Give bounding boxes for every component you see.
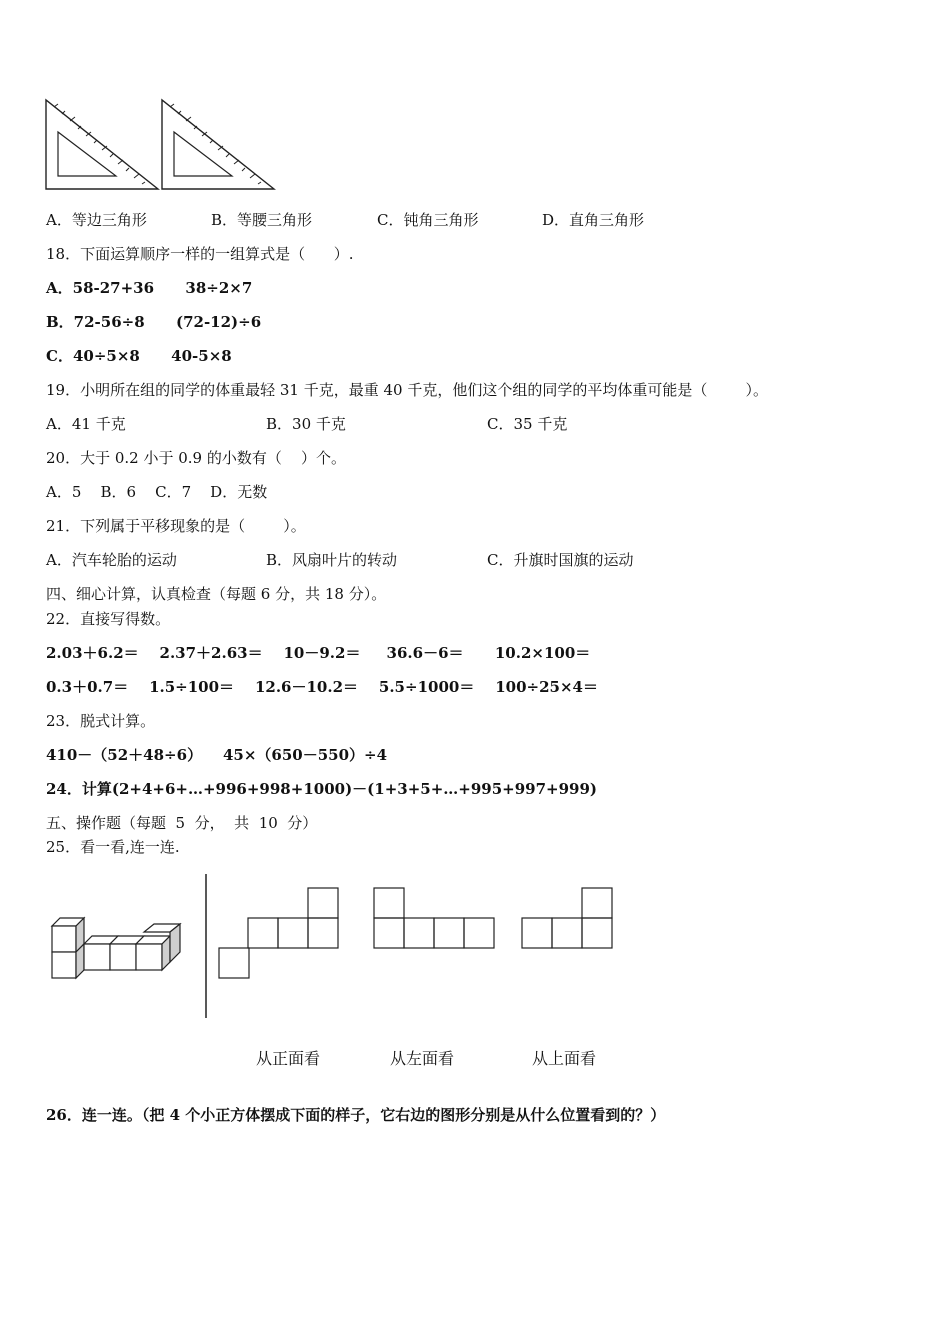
q21-option-c: C．升旗时国旗的运动 xyxy=(487,551,634,569)
q17-option-c: C．钝角三角形 xyxy=(377,211,479,229)
q20-stem: 20．大于 0.2 小于 0.9 的小数有（ ）个。 xyxy=(46,449,346,467)
q21-stem: 21．下列属于平移现象的是（ ）。 xyxy=(46,517,306,535)
q22-row-2: 0.3＋0.7＝ 1.5÷100＝ 12.6－10.2＝ 5.5÷1000＝ 100÷25×4＝ xyxy=(46,678,598,696)
q25-stem: 25．看一看,连一连. xyxy=(46,838,180,856)
q17-option-d: D．直角三角形 xyxy=(542,211,645,229)
view-shape-1 xyxy=(218,887,340,981)
triangle-ruler-1 xyxy=(44,98,164,193)
q21-option-a: A．汽车轮胎的运动 xyxy=(46,551,177,569)
caption-top-view: 从上面看 xyxy=(532,1049,597,1068)
section-5-heading: 五、操作题（每题 5 分， 共 10 分） xyxy=(46,814,318,832)
q24-stem: 24．计算(2+4+6+…+996+998+1000)－(1+3+5+…+995+997+999) xyxy=(46,780,598,798)
q22-row-1: 2.03＋6.2＝ 2.37＋2.63＝ 10－9.2＝ 36.6－6＝ 10.2×100＝ xyxy=(46,644,591,662)
q19-stem: 19．小明所在组的同学的体重最轻 31 千克，最重 40 千克，他们这个组的同学的平均体重可能是（ ）。 xyxy=(46,381,768,399)
caption-front-view: 从正面看 xyxy=(256,1049,321,1068)
q19-option-c: C．35 千克 xyxy=(487,415,568,433)
triangle-ruler-2 xyxy=(160,98,280,193)
q19-option-a: A．41 千克 xyxy=(46,415,126,433)
q18-option-c: C．40÷5×8 40-5×8 xyxy=(46,347,232,365)
cube-stack-figure xyxy=(48,912,188,984)
view-shape-2 xyxy=(372,887,496,951)
q21-option-b: B．风扇叶片的转动 xyxy=(266,551,398,569)
q18-option-b: B．72-56÷8 (72-12)÷6 xyxy=(46,313,262,331)
q20-options: A．5 B．6 C．7 D．无数 xyxy=(46,483,268,501)
q18-option-a: A．58-27+36 38÷2×7 xyxy=(46,279,253,297)
q19-option-b: B．30 千克 xyxy=(266,415,346,433)
q23-row: 410－（52＋48÷6） 45×（650－550）÷4 xyxy=(46,746,388,764)
caption-left-view: 从左面看 xyxy=(390,1049,455,1068)
q18-stem: 18．下面运算顺序一样的一组算式是（ ）. xyxy=(46,245,354,263)
q23-stem: 23．脱式计算。 xyxy=(46,712,156,730)
view-shape-3 xyxy=(521,887,615,951)
q26-stem: 26．连一连。（把 4 个小正方体摆成下面的样子，它右边的图形分别是从什么位置看到的？） xyxy=(46,1106,666,1124)
divider-line xyxy=(203,872,209,1020)
section-4-heading: 四、细心计算，认真检查（每题 6 分，共 18 分）。 xyxy=(46,585,387,603)
q22-stem: 22．直接写得数。 xyxy=(46,610,171,628)
q17-option-a: A．等边三角形 xyxy=(46,211,147,229)
q17-option-b: B．等腰三角形 xyxy=(211,211,313,229)
